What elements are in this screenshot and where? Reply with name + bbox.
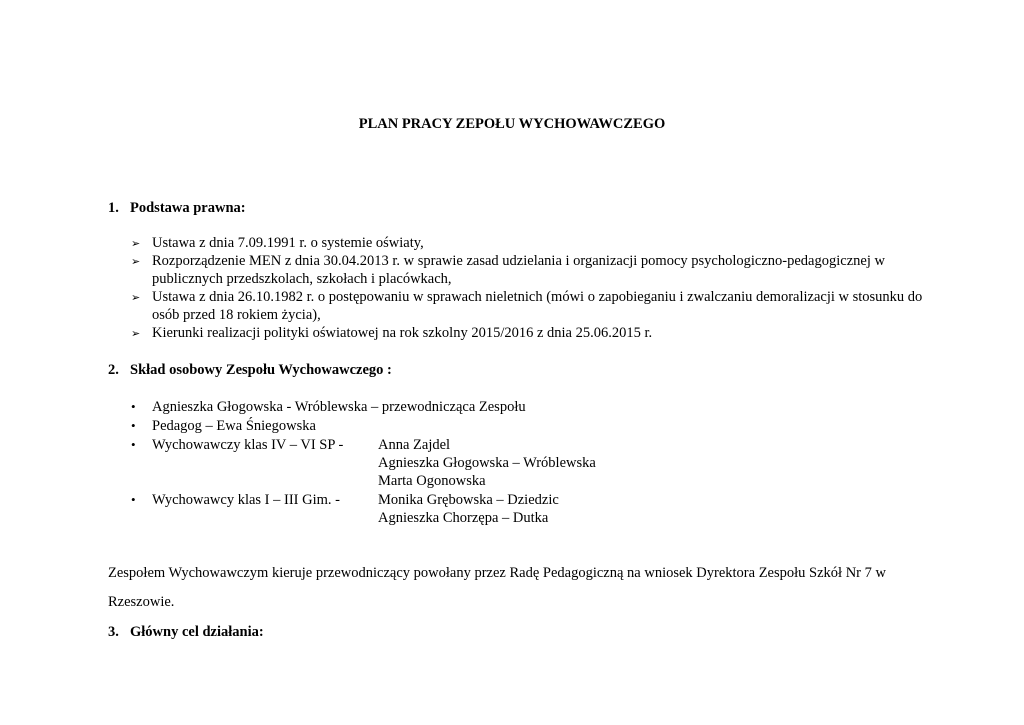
list-item-text: osób przed 18 rokiem życia), — [152, 307, 321, 323]
bullet-icon: • — [131, 437, 136, 452]
list-item-text: Kierunki realizacji polityki oświatowej na rok szkolny 2015/2016 z dnia 25.06.2015 r. — [152, 325, 653, 341]
section-1-title: Podstawa prawna: — [130, 200, 246, 216]
arrow-bullet-icon: ➢ — [131, 292, 141, 304]
section-3-heading — [108, 624, 264, 641]
list-item-text: Ustawa z dnia 26.10.1982 r. o postępowaniu w sprawach nieletnich (mówi o zapobieganiu i zwalczaniu demoralizacji w stosunku do — [152, 289, 923, 305]
arrow-bullet-icon: ➢ — [131, 238, 141, 250]
section-1-number: 1. — [108, 200, 119, 216]
list-item-text: Agnieszka Głogowska - Wróblewska – przewodnicząca Zespołu — [152, 399, 526, 415]
list-item-text: Pedagog – Ewa Śniegowska — [152, 418, 316, 434]
teacher-name: Marta Ogonowska — [378, 473, 486, 489]
body-paragraph-line: Zespołem Wychowawczym kieruje przewodniczący powołany przez Radę Pedagogiczną na wniosek Dyrektora Zespołu Szkół Nr 7 w — [108, 565, 886, 581]
section-3-number: 3. — [108, 624, 119, 640]
bullet-icon: • — [131, 399, 136, 414]
section-3-title: Główny cel działania: — [130, 624, 264, 640]
list-item-text: Wychowawczy klas IV – VI SP - — [152, 437, 344, 453]
section-1-heading — [108, 200, 246, 217]
teacher-name: Anna Zajdel — [378, 437, 451, 453]
body-paragraph-line: Rzeszowie. — [108, 594, 175, 610]
list-item-text: Rozporządzenie MEN z dnia 30.04.2013 r. w sprawie zasad udzielania i organizacji pomocy psychologiczno-pedagogicznej w — [152, 253, 885, 269]
teacher-name: Agnieszka Głogowska – Wróblewska — [378, 455, 596, 471]
teacher-name: Monika Grębowska – Dziedzic — [378, 492, 559, 508]
page-title: PLAN PRACY ZEPOŁU WYCHOWAWCZEGO — [358, 116, 666, 132]
bullet-icon: • — [131, 418, 136, 433]
section-2-heading — [108, 362, 392, 379]
section-2-number: 2. — [108, 362, 119, 378]
arrow-bullet-icon: ➢ — [131, 256, 141, 268]
list-item-text: publicznych przedszkolach, szkołach i placówkach, — [152, 271, 452, 287]
arrow-bullet-icon: ➢ — [131, 328, 141, 340]
list-item-text: Wychowawcy klas I – III Gim. - — [152, 492, 340, 508]
teacher-name: Agnieszka Chorzępa – Dutka — [378, 510, 549, 526]
bullet-icon: • — [131, 492, 136, 507]
list-item-text: Ustawa z dnia 7.09.1991 r. o systemie oświaty, — [152, 235, 424, 251]
section-2-title: Skład osobowy Zespołu Wychowawczego : — [130, 362, 392, 378]
